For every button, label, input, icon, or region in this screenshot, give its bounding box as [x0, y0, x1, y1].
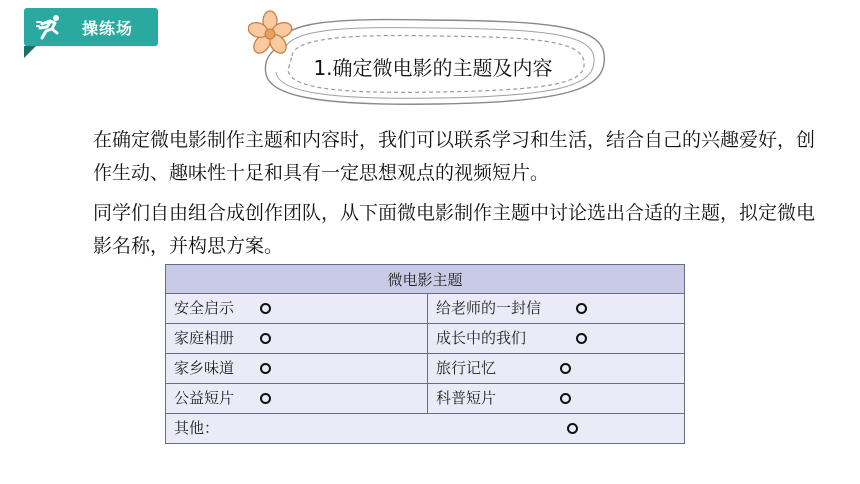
table-row — [166, 294, 685, 324]
option-circle-icon[interactable] — [576, 303, 587, 314]
theme-option: 科普短片 — [436, 389, 497, 407]
option-circle-icon[interactable] — [560, 363, 571, 374]
option-circle-icon[interactable] — [567, 423, 578, 434]
theme-option: 安全启示 — [174, 299, 235, 317]
instruction-paragraph: 同学们自由组合成创作团队，从下面微电影制作主题中讨论选出合适的主题，拟定微电影名称，并构思方案。 — [93, 202, 816, 257]
theme-option: 家庭相册 — [174, 329, 235, 347]
section-title: 1.确定微电影的主题及内容 — [313, 56, 553, 80]
table-row — [166, 384, 685, 414]
tag-label: 操练场 — [82, 19, 134, 38]
tag-fold — [24, 46, 36, 58]
running-person-icon — [36, 14, 64, 40]
other-label: 其他： — [174, 419, 220, 437]
table-row — [166, 354, 685, 384]
theme-option: 家乡味道 — [174, 359, 235, 377]
table-row — [166, 324, 685, 354]
theme-option: 公益短片 — [174, 389, 235, 407]
option-circle-icon[interactable] — [260, 303, 271, 314]
option-circle-icon[interactable] — [260, 393, 271, 404]
theme-option: 旅行记忆 — [436, 359, 497, 377]
option-circle-icon[interactable] — [260, 333, 271, 344]
theme-option: 成长中的我们 — [436, 329, 527, 347]
table-row — [166, 414, 685, 444]
title-badge — [248, 4, 618, 122]
theme-table — [165, 264, 685, 444]
section-tag — [24, 8, 158, 46]
option-circle-icon[interactable] — [576, 333, 587, 344]
option-circle-icon[interactable] — [260, 363, 271, 374]
theme-option: 给老师的一封信 — [436, 299, 542, 317]
table-header: 微电影主题 — [166, 265, 685, 294]
intro-paragraph: 在确定微电影制作主题和内容时，我们可以联系学习和生活，结合自己的兴趣爱好，创作生动、趣味性十足和具有一定思想观点的视频短片。 — [93, 129, 816, 184]
flower-icon — [248, 11, 294, 56]
option-circle-icon[interactable] — [560, 393, 571, 404]
